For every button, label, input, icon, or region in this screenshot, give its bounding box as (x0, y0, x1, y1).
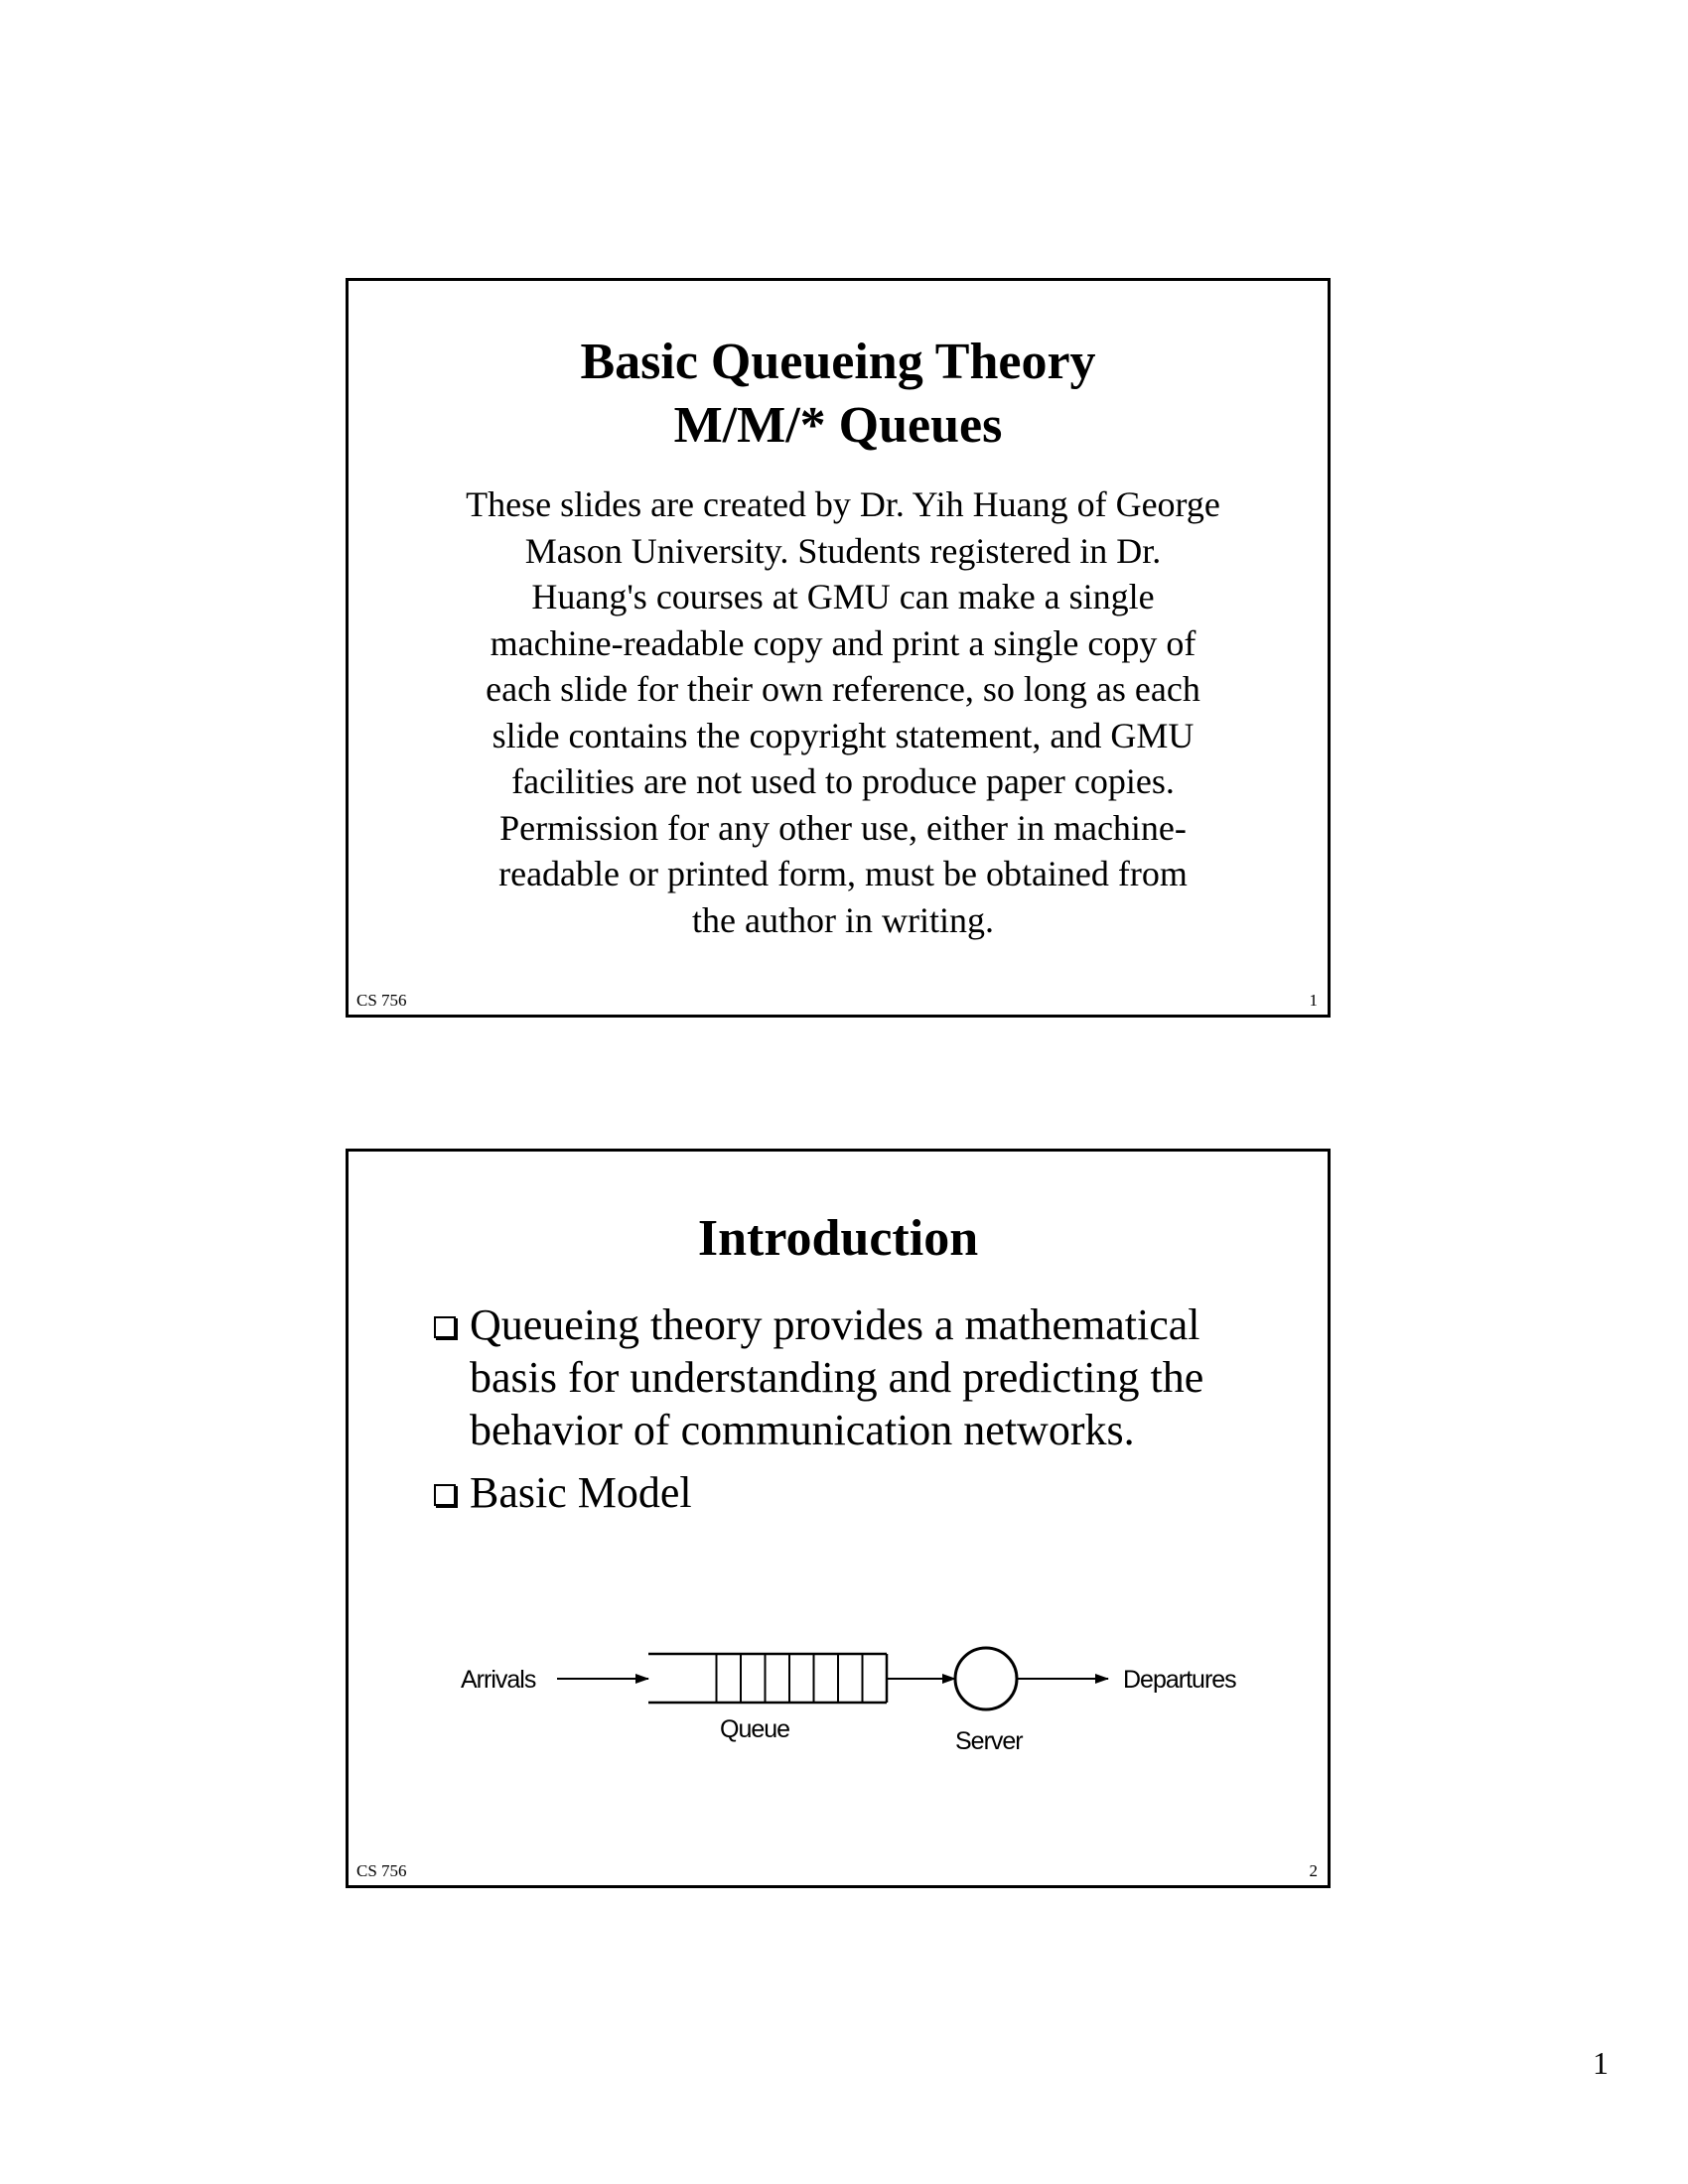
copyright-line: slide contains the copyright statement, and GMU (492, 715, 1195, 755)
slide-1-course-label: CS 756 (356, 991, 407, 1010)
copyright-line: Mason University. Students registered in Dr. (524, 530, 1162, 571)
server-circle (955, 1648, 1017, 1709)
slide-1-title (349, 331, 1328, 458)
slide-2-course-label: CS 756 (356, 1861, 407, 1880)
arrivals-label: Arrivals (461, 1666, 536, 1694)
copyright-line: readable or printed form, must be obtained from (498, 854, 1188, 893)
slide-2-number: 2 (1309, 1861, 1318, 1880)
queue-buffer (648, 1654, 887, 1703)
queue-label: Queue (720, 1715, 790, 1743)
slide-1 (346, 278, 1331, 1018)
copyright-line: facilities are not used to produce paper copies. (511, 761, 1175, 801)
copyright-notice (428, 481, 1258, 943)
slide-1-number: 1 (1309, 991, 1318, 1010)
copyright-line: each slide for their own reference, so long as each (486, 669, 1200, 709)
bullet-line: Basic Model (470, 1468, 692, 1517)
page-number: 1 (1593, 2045, 1609, 2081)
queue-model-diagram (349, 1152, 1328, 1885)
server-label: Server (955, 1727, 1023, 1755)
bullet-line: Queueing theory provides a mathematical (470, 1300, 1200, 1349)
slide-2-title-text: Introduction (697, 1210, 979, 1267)
slide-2 (346, 1149, 1331, 1888)
slide-1-title-line-2: M/M/* Queues (673, 397, 1003, 454)
departures-label: Departures (1123, 1666, 1236, 1694)
copyright-line: the author in writing. (692, 899, 994, 940)
copyright-line: Permission for any other use, either in machine- (499, 807, 1187, 848)
bullet-line: basis for understanding and predicting the (470, 1353, 1204, 1402)
bullet-line: behavior of communication networks. (470, 1406, 1135, 1454)
copyright-line: These slides are created by Dr. Yih Huang of George (466, 484, 1220, 524)
copyright-line: machine-readable copy and print a single copy of (490, 622, 1196, 663)
copyright-line: Huang's courses at GMU can make a single (531, 577, 1155, 616)
queue-slots (717, 1654, 863, 1703)
slide-1-title-line-1: Basic Queueing Theory (580, 334, 1096, 390)
